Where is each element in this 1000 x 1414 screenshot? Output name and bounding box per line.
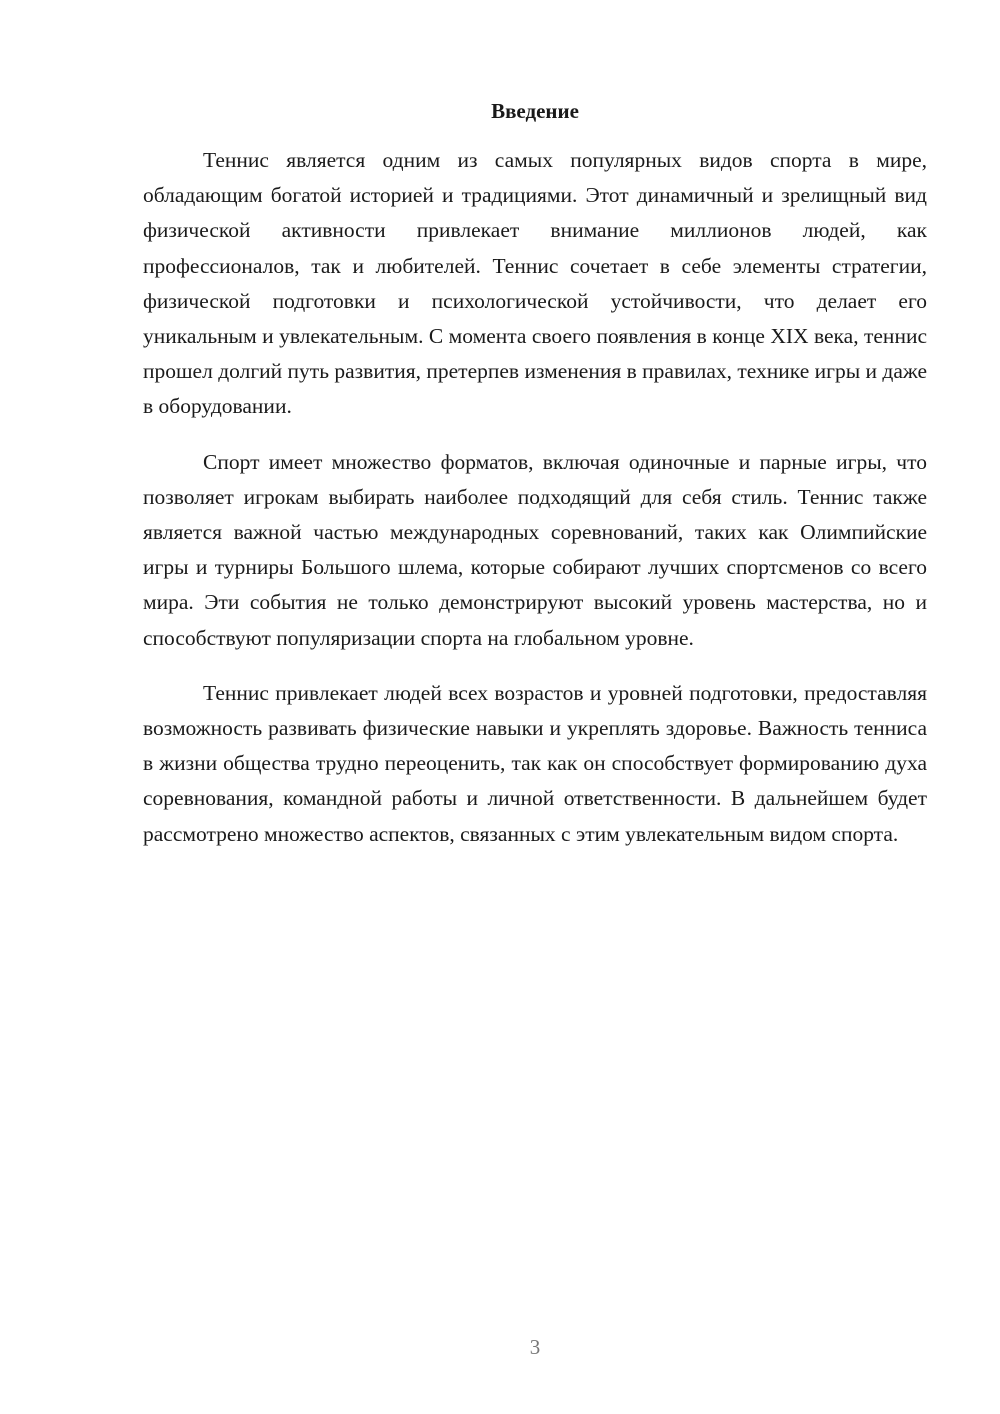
- paragraph-2: Спорт имеет множество форматов, включая одиночные и парные игры, что позволяет игрокам выбирать наиболее подходящий для себя стиль. Теннис также является важной частью международных соревнований, таких как Олимпийские игры и турниры Большого шлема, которые собирают лучших спортсменов со всего мира. Эти события не только демонстрируют высокий уровень мастерства, но и способствуют популяризации спорта на глобальном уровне.: [143, 449, 927, 650]
- page-number: 3: [529, 1335, 541, 1359]
- paragraph-1: Теннис является одним из самых популярных видов спорта в мире, обладающим богатой историей и традициями. Этот динамичный и зрелищный вид физической активности привлекает внимание миллионов людей, как профессионалов, так и любителей. Теннис сочетает в себе элементы стратегии, физической подготовки и психологической устойчивости, что делает его уникальным и увлекательным. С момента своего появления в конце XIX века, теннис прошел долгий путь развития, претерпев изменения в правилах, технике игры и даже в оборудовании.: [143, 148, 927, 419]
- body-text: [143, 143, 927, 872]
- section-heading: Введение: [491, 99, 579, 123]
- paragraph-3: Теннис привлекает людей всех возрастов и уровней подготовки, предоставляя возможность развивать физические навыки и укреплять здоровье. Важность тенниса в жизни общества трудно переоценить, так как он способствует формированию духа соревнования, командной работы и личной ответственности. В дальнейшем будет рассмотрено множество аспектов, связанных с этим увлекательным видом спорта.: [143, 680, 927, 846]
